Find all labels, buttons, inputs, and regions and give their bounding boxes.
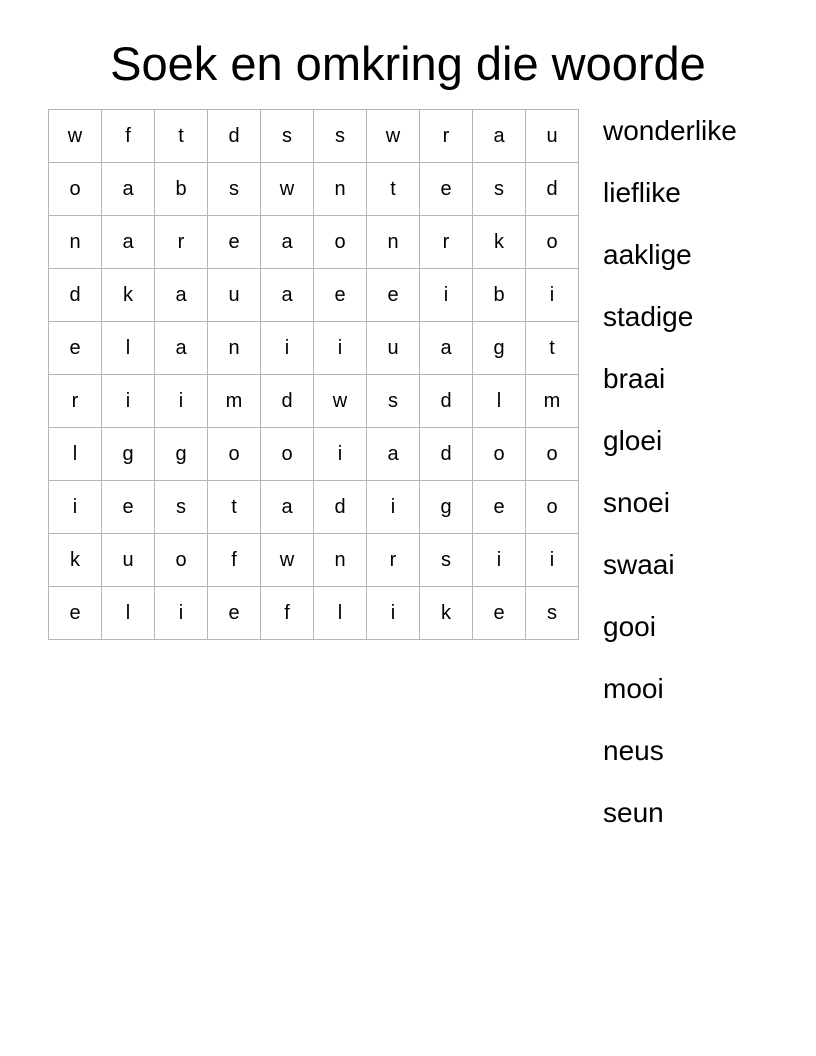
grid-cell: t: [526, 322, 579, 375]
grid-cell: e: [314, 269, 367, 322]
grid-cell: s: [367, 375, 420, 428]
grid-cell: u: [526, 110, 579, 163]
grid-cell: d: [314, 481, 367, 534]
grid-cell: n: [367, 216, 420, 269]
grid-cell: i: [155, 587, 208, 640]
grid-cell: s: [208, 163, 261, 216]
grid-cell: k: [102, 269, 155, 322]
word-list-item: wonderlike: [603, 115, 737, 146]
grid-cell: a: [155, 322, 208, 375]
grid-cell: d: [420, 428, 473, 481]
grid-row: [49, 428, 579, 481]
grid-cell: g: [102, 428, 155, 481]
grid-cell: b: [155, 163, 208, 216]
grid-cell: i: [155, 375, 208, 428]
grid-row: [49, 216, 579, 269]
grid-cell: f: [102, 110, 155, 163]
word-list-item: stadige: [603, 301, 694, 332]
grid-cell: o: [526, 216, 579, 269]
grid-cell: r: [420, 110, 473, 163]
grid-row: [49, 587, 579, 640]
grid-row: [49, 163, 579, 216]
grid-cell: t: [155, 110, 208, 163]
grid-cell: a: [473, 110, 526, 163]
grid-cell: e: [420, 163, 473, 216]
word-list-item: mooi: [603, 673, 664, 704]
grid-cell: n: [314, 534, 367, 587]
grid-cell: d: [420, 375, 473, 428]
grid-cell: d: [49, 269, 102, 322]
grid-cell: l: [49, 428, 102, 481]
word-list-item: swaai: [603, 549, 675, 580]
grid-cell: s: [526, 587, 579, 640]
grid-cell: i: [526, 269, 579, 322]
grid-cell: o: [526, 428, 579, 481]
grid-row: [49, 110, 579, 163]
grid-cell: u: [208, 269, 261, 322]
grid-cell: r: [49, 375, 102, 428]
grid-cell: i: [526, 534, 579, 587]
grid-cell: e: [49, 322, 102, 375]
grid-cell: w: [314, 375, 367, 428]
grid-row: [49, 322, 579, 375]
grid-cell: k: [49, 534, 102, 587]
grid-cell: a: [261, 481, 314, 534]
grid-cell: d: [208, 110, 261, 163]
word-list-item: snoei: [603, 487, 670, 518]
grid-cell: l: [102, 587, 155, 640]
grid-cell: e: [208, 216, 261, 269]
grid-cell: e: [208, 587, 261, 640]
grid-cell: w: [49, 110, 102, 163]
grid-cell: l: [102, 322, 155, 375]
word-list-item: lieflike: [603, 177, 681, 208]
grid-cell: n: [49, 216, 102, 269]
word-search-grid: [48, 109, 579, 640]
grid-cell: b: [473, 269, 526, 322]
grid-cell: w: [261, 534, 314, 587]
word-list-item: gloei: [603, 425, 663, 456]
grid-cell: i: [49, 481, 102, 534]
grid-cell: g: [473, 322, 526, 375]
grid-cell: o: [473, 428, 526, 481]
grid-cell: o: [526, 481, 579, 534]
grid-cell: o: [208, 428, 261, 481]
grid-cell: m: [208, 375, 261, 428]
grid-cell: o: [261, 428, 314, 481]
word-list-item: neus: [603, 735, 664, 766]
grid-cell: s: [155, 481, 208, 534]
grid-cell: e: [102, 481, 155, 534]
grid-cell: o: [49, 163, 102, 216]
grid-cell: l: [314, 587, 367, 640]
grid-cell: s: [314, 110, 367, 163]
grid-cell: i: [261, 322, 314, 375]
grid-cell: m: [526, 375, 579, 428]
grid-cell: n: [314, 163, 367, 216]
word-list-item: braai: [603, 363, 666, 394]
grid-cell: i: [314, 428, 367, 481]
word-list-item: aaklige: [603, 239, 692, 270]
grid-cell: i: [102, 375, 155, 428]
grid-cell: e: [473, 587, 526, 640]
grid-cell: i: [420, 269, 473, 322]
grid-row: [49, 481, 579, 534]
page-title: Soek en omkring die woorde: [110, 37, 706, 90]
grid-cell: f: [208, 534, 261, 587]
grid-cell: i: [367, 481, 420, 534]
grid-cell: e: [49, 587, 102, 640]
word-list-item: seun: [603, 797, 664, 828]
grid-row: [49, 375, 579, 428]
word-list-item: gooi: [603, 611, 656, 642]
grid-cell: s: [261, 110, 314, 163]
grid-cell: s: [473, 163, 526, 216]
grid-cell: s: [420, 534, 473, 587]
grid-cell: a: [261, 216, 314, 269]
grid-cell: t: [208, 481, 261, 534]
grid-cell: a: [102, 163, 155, 216]
grid-cell: a: [420, 322, 473, 375]
grid-cell: k: [420, 587, 473, 640]
grid-cell: n: [208, 322, 261, 375]
grid-cell: w: [261, 163, 314, 216]
grid-cell: f: [261, 587, 314, 640]
grid-cell: a: [261, 269, 314, 322]
grid-cell: w: [367, 110, 420, 163]
grid-cell: a: [155, 269, 208, 322]
grid-cell: r: [420, 216, 473, 269]
grid-cell: a: [102, 216, 155, 269]
grid-cell: l: [473, 375, 526, 428]
grid-cell: i: [367, 587, 420, 640]
grid-cell: r: [367, 534, 420, 587]
grid-cell: u: [367, 322, 420, 375]
grid-cell: d: [261, 375, 314, 428]
word-list: [603, 100, 737, 844]
grid-cell: r: [155, 216, 208, 269]
grid-cell: o: [155, 534, 208, 587]
grid-cell: a: [367, 428, 420, 481]
grid-cell: u: [102, 534, 155, 587]
grid-cell: i: [314, 322, 367, 375]
grid-cell: e: [367, 269, 420, 322]
grid-cell: g: [420, 481, 473, 534]
grid-row: [49, 269, 579, 322]
grid-cell: o: [314, 216, 367, 269]
grid-cell: e: [473, 481, 526, 534]
grid-cell: t: [367, 163, 420, 216]
grid-cell: k: [473, 216, 526, 269]
grid-cell: d: [526, 163, 579, 216]
grid-row: [49, 534, 579, 587]
grid-cell: i: [473, 534, 526, 587]
grid-cell: g: [155, 428, 208, 481]
